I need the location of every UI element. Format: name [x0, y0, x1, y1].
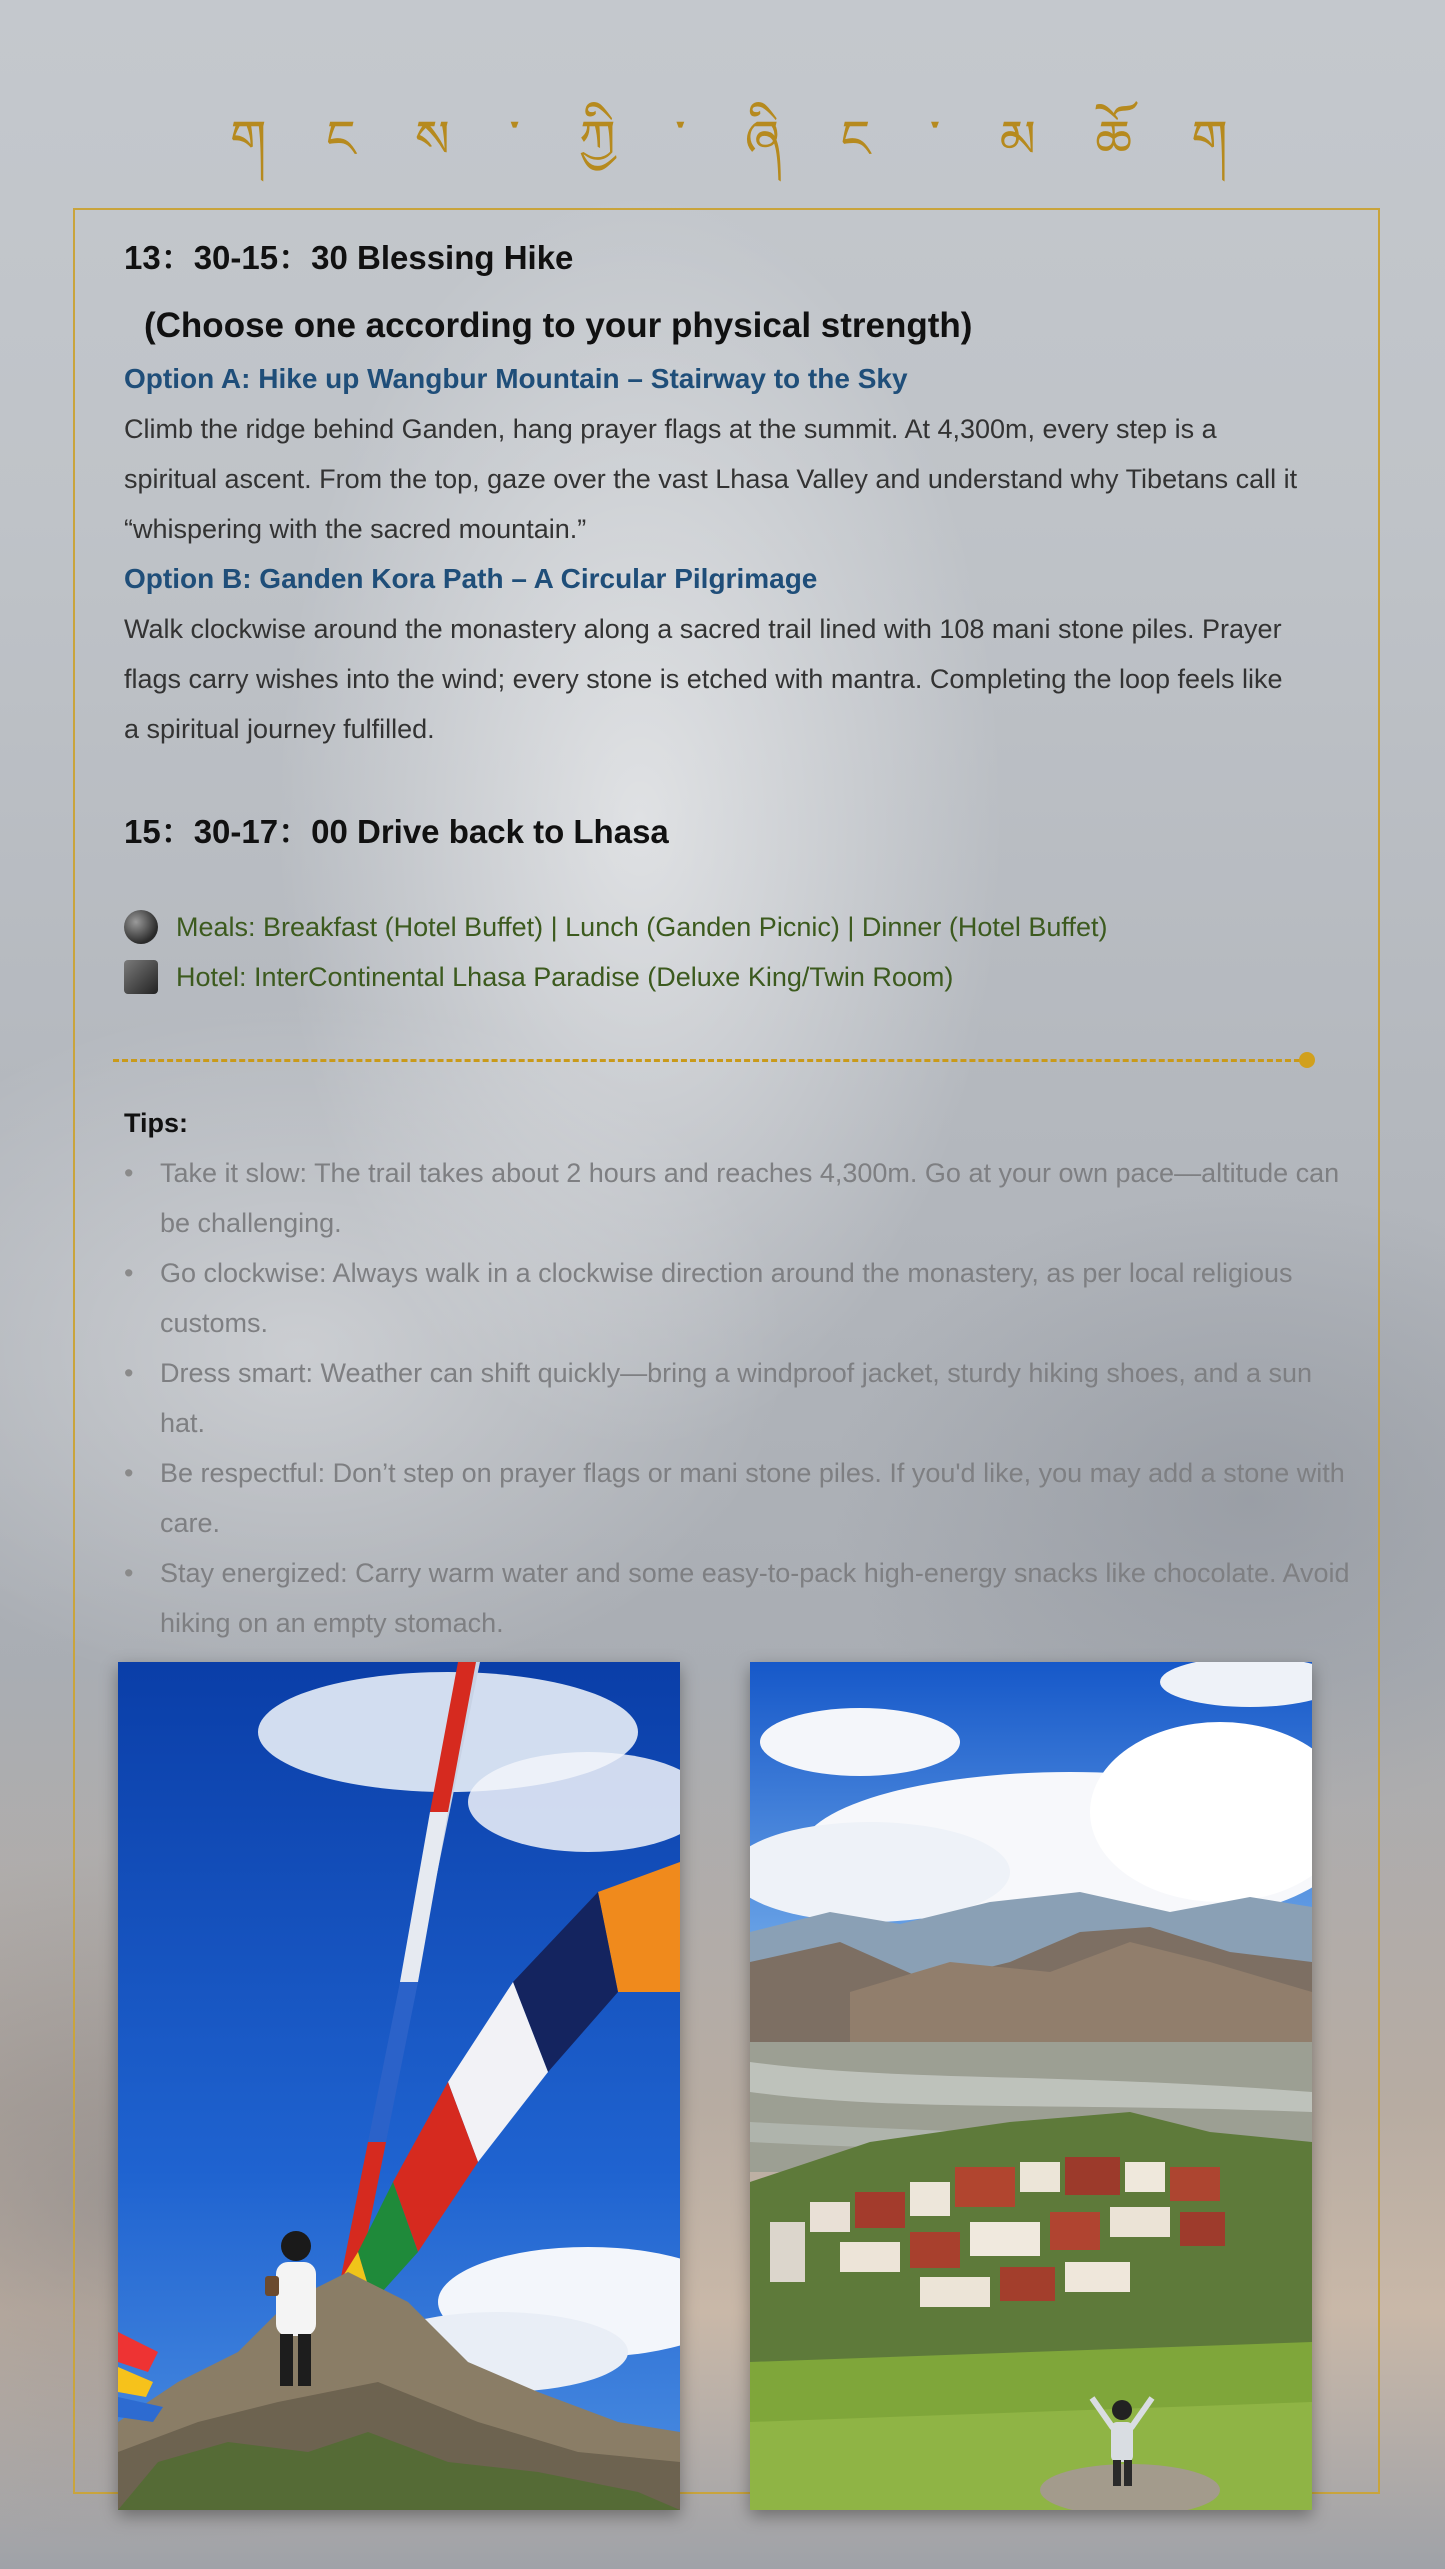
tips-label: Tips:: [124, 1108, 189, 1138]
hike-subheading: (Choose one according to your physical strength): [144, 306, 973, 345]
tibetan-char: ཞི: [744, 110, 784, 170]
monastery-valley-illustration: [750, 1662, 1312, 2510]
meals-line: [124, 902, 1364, 952]
option-a-title: Option A: Hike up Wangbur Mountain – Stairway to the Sky: [124, 363, 908, 394]
tibetan-char: ཆོ: [1095, 110, 1135, 170]
option-a-text: Climb the ridge behind Ganden, hang prayer flags at the summit. At 4,300m, every step is a spiritual ascent. From the top, gaze over the vast Lhasa Valley and understand why Tibetans call it “whispering with the sacred mountain.”: [124, 414, 1298, 544]
hotel-line: [124, 952, 1364, 1002]
tip-item: • Take it slow: The trail takes about 2 hours and reaches 4,300m. Go at your own pace—altitude can be challenging.: [124, 1148, 1364, 1248]
hike-time-heading: 13：30-15：30 Blessing Hike: [124, 239, 574, 276]
section-divider: [113, 1059, 1309, 1062]
hotel-text: Hotel: InterContinental Lhasa Paradise (Deluxe King/Twin Room): [176, 962, 954, 992]
prayer-flags-photo: [118, 1662, 680, 2510]
meals-text: Meals: Breakfast (Hotel Buffet) | Lunch (Ganden Picnic) | Dinner (Hotel Buffet): [176, 912, 1108, 942]
tibetan-char: ཀྱི: [579, 110, 618, 170]
tibetan-char: ང: [840, 110, 873, 170]
divider-dot-icon: [1299, 1052, 1315, 1068]
tibetan-char: ་: [674, 110, 688, 170]
prayer-flags-illustration: [118, 1662, 680, 2510]
tibetan-char: ང: [325, 110, 358, 170]
schedule-section: [124, 230, 1364, 1002]
tibetan-char: མ: [999, 110, 1039, 170]
tip-item: • Be respectful: Don’t step on prayer flags or mani stone piles. If you'd like, you may add a stone with care.: [124, 1448, 1364, 1548]
ganden-monastery-photo: [750, 1662, 1312, 2510]
tip-item: • Dress smart: Weather can shift quickly—bring a windproof jacket, sturdy hiking shoes, and a sun hat.: [124, 1348, 1364, 1448]
option-b-title: Option B: Ganden Kora Path – A Circular Pilgrimage: [124, 563, 818, 594]
tibetan-char: ་: [509, 110, 522, 170]
tibetan-char: ག: [1191, 110, 1230, 170]
tibetan-char: ག: [230, 110, 269, 170]
hotel-icon: [124, 960, 158, 994]
option-b-text: Walk clockwise around the monastery along a sacred trail lined with 108 mani stone piles. Prayer flags carry wishes into the wind; every stone is etched with mantra. Completing the loop feels like a spiritual journey fulfilled.: [124, 614, 1283, 744]
tips-list: [124, 1148, 1364, 1648]
tibetan-char: ་: [929, 110, 943, 170]
tibetan-char: ས: [414, 110, 452, 170]
tip-item: • Stay energized: Carry warm water and some easy-to-pack high-energy snacks like chocolate. Avoid hiking on an empty stomach.: [124, 1548, 1364, 1648]
tibetan-title: [230, 82, 1230, 228]
tips-section: [124, 1098, 1364, 1648]
tip-item: • Go clockwise: Always walk in a clockwise direction around the monastery, as per local religious customs.: [124, 1248, 1364, 1348]
drive-time-heading: 15：30-17：00 Drive back to Lhasa: [124, 813, 669, 850]
meal-icon: [124, 910, 158, 944]
